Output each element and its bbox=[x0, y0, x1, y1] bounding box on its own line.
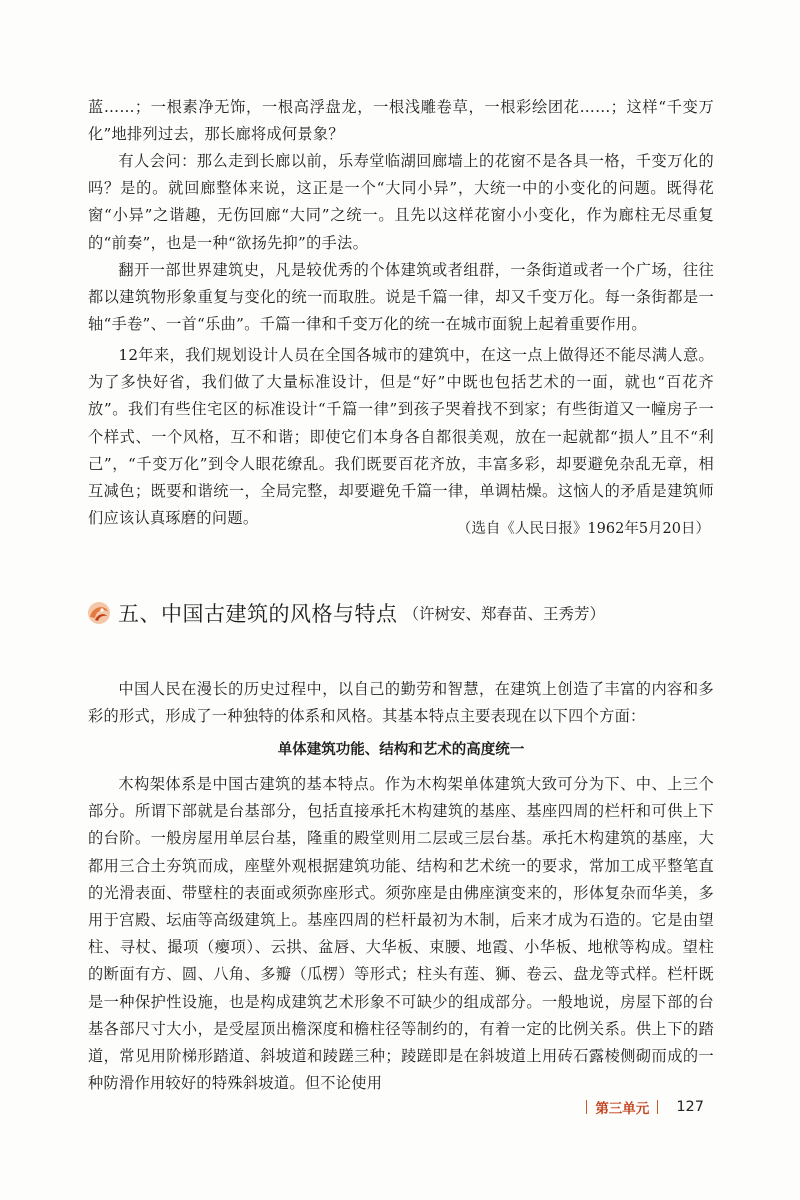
page-number: 127 bbox=[676, 1099, 704, 1115]
swirl-ornament-icon bbox=[86, 600, 112, 626]
section-heading bbox=[86, 598, 605, 628]
paragraph-wooden-frame: 木构架体系是中国古建筑的基本特点。作为木构架单体建筑大致可分为下、中、上三个部分。所谓下部就是台基部分，包括直接承托木构建筑的基座、基座四周的栏杆和可供上下的台阶。一般房屋用单层台基，隆重的殿堂则用二层或三层台基。承托木构建筑的基座，大都用三合土夯筑而成，座壁外观根据建筑功能、结构和艺术统一的要求，常加工成平整笔直的光滑表面、带壁柱的表面或须弥座形式。须弥座是由佛座演变来的，形体复杂而华美，多用于宫殿、坛庙等高级建筑上。基座四周的栏杆最初为木制，后来才成为石造的。它是由望柱、寻杖、撮项（瘿项）、云拱、盆唇、大华板、束腰、地霞、小华板、地栿等构成。望柱的断面有方、圆、八角、多瓣（瓜楞）等形式；柱头有莲、狮、卷云、盘龙等式样。栏杆既是一种保护性设施，也是构成建筑艺术形象不可缺少的组成部分。一般地说，房屋下部的台基各部尺寸大小，是受屋顶出檐深度和檐柱径等制约的，有着一定的比例关系。供上下的踏道，常见用阶梯形踏道、斜坡道和踜蹉三种；踜蹉即是在斜坡道上用砖石露棱侧砌而成的一种防滑作用较好的特殊斜坡道。但不论使用 bbox=[88, 775, 714, 1093]
subheading: 单体建筑功能、结构和艺术的高度统一 bbox=[277, 742, 525, 758]
paragraph-twelve-years: 12年来，我们规划设计人员在全国各城市的建筑中，在这一点上做得还不能尽满人意。为了多快好省，我们做了大量标准设计，但是“好”中既也包括艺术的一面，就也“百花齐放”。我们有些住宅区的标准设计“千篇一律”到孩子哭着找不到家；有些街道又一幢房子一个样式、一个风格，互不和谐；即使它们本身各自都很美观，放在一起就都“损人”且不“利己”，“千变万化”到令人眼花缭乱。我们既要百花齐放，丰富多彩，却要避免杂乱无章，相互减色；既要和谐统一，全局完整，却要避免千篇一律，单调枯燥。这恼人的矛盾是建筑师们应该认真琢磨的问题。 bbox=[88, 346, 714, 528]
section-intro: 中国人民在漫长的历史过程中，以自己的勤劳和智慧，在建筑上创造了丰富的内容和多彩的形式，形成了一种独特的体系和风格。其基本特点主要表现在以下四个方面： bbox=[88, 680, 714, 726]
paragraph-continuation: 蓝……；一根素净无饰，一根高浮盘龙，一根浅雕卷草，一根彩绘团花……；这样“千变万化”地排列过去，那长廊将成何景象？ bbox=[88, 98, 714, 144]
paragraph-world-architecture: 翻开一部世界建筑史，凡是较优秀的个体建筑或者组群，一条街道或者一个广场，往往都以建筑物形象重复与变化的统一而取胜。说是千篇一律，却又千变万化。每一条街都是一轴“手卷”、一首“乐曲”。千篇一律和千变万化的统一在城市面貌上起着重要作用。 bbox=[88, 261, 714, 334]
page-footer bbox=[578, 1097, 704, 1117]
section-title: 五、中国古建筑的风格与特点 bbox=[118, 602, 398, 626]
unit-label: 第三单元 bbox=[595, 1101, 650, 1117]
section-authors: （许树安、郑春苗、王秀芳） bbox=[403, 605, 606, 623]
footer-divider-left bbox=[586, 1100, 587, 1114]
footer-divider-right bbox=[657, 1100, 658, 1114]
source-citation: （选自《人民日报》1962年5月20日） bbox=[456, 521, 710, 537]
paragraph-flower-windows: 有人会问：那么走到长廊以前，乐寿堂临湖回廊墙上的花窗不是各具一格，千变万化的吗？是的。就回廊整体来说，这正是一个“大同小异”，大统一中的小变化的问题。既得花窗“小异”之谐趣，无伤回廊“大同”之统一。且先以这样花窗小小变化，作为廊柱无尽重复的“前奏”，也是一种“欲扬先抑”的手法。 bbox=[88, 152, 714, 252]
